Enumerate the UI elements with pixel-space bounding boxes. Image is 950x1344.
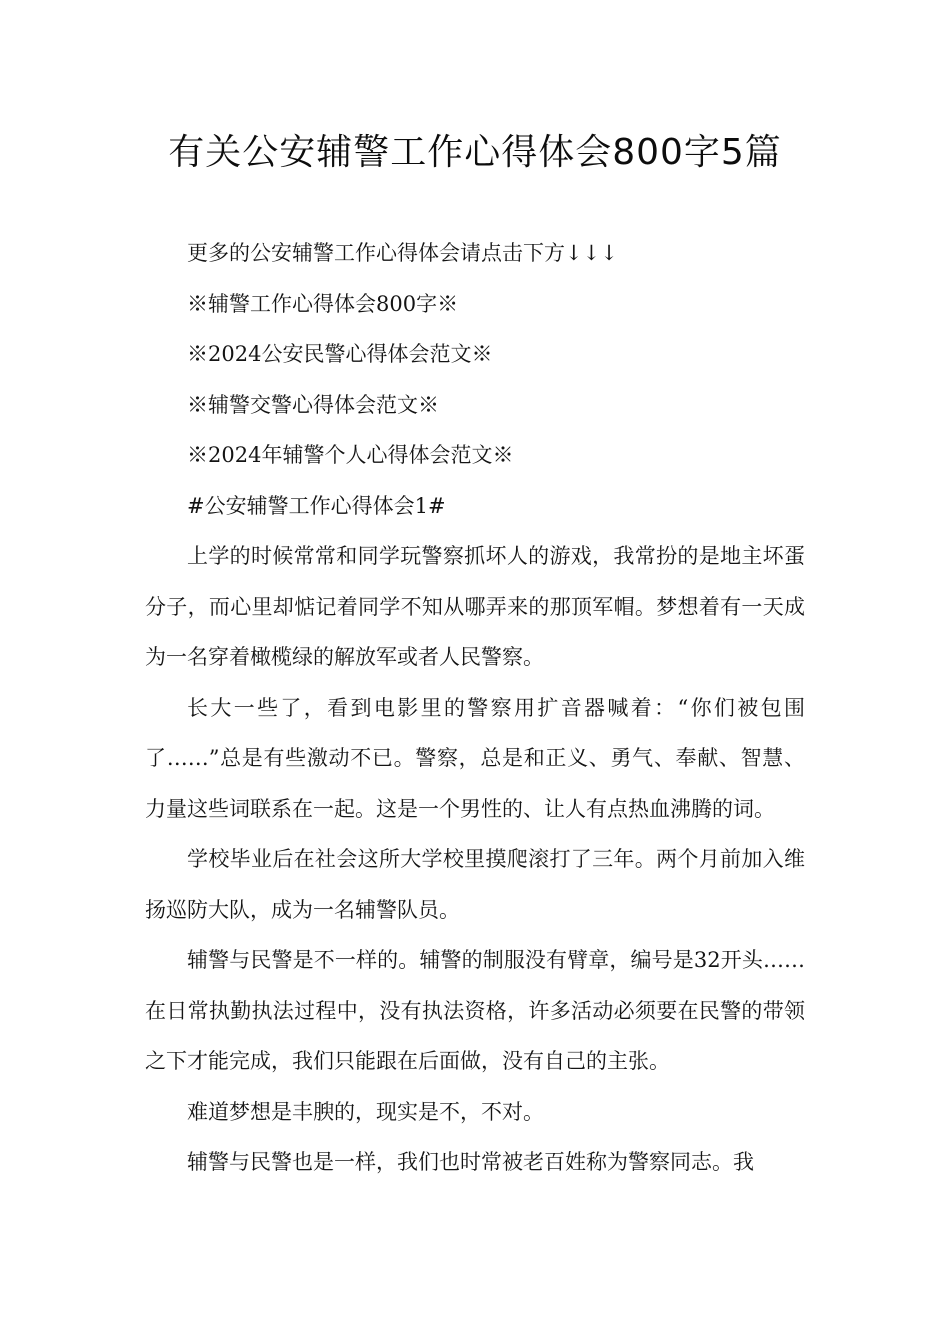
document-body (145, 228, 805, 1188)
related-link-1[interactable]: ※辅警工作心得体会800字※ (187, 291, 459, 316)
paragraph-5: 难道梦想是丰腴的，现实是不，不对。 (187, 1099, 544, 1124)
document-title: 有关公安辅警工作心得体会800字5篇 (168, 132, 782, 173)
related-link-4[interactable]: ※2024年辅警个人心得体会范文※ (187, 443, 514, 467)
intro-line: 更多的公安辅警工作心得体会请点击下方↓↓↓ (187, 241, 618, 265)
related-link-3[interactable]: ※辅警交警心得体会范文※ (187, 392, 439, 417)
related-link-2[interactable]: ※2024公安民警心得体会范文※ (187, 342, 493, 366)
paragraph-6: 辅警与民警也是一样，我们也时常被老百姓称为警察同志。我 (187, 1150, 754, 1174)
paragraph-1: 上学的时候常常和同学玩警察抓坏人的游戏，我常扮的是地主坏蛋分子，而心里却惦记着同学不知从哪弄来的那顶军帽。梦想着有一天成为一名穿着橄榄绿的解放军或者人民警察。 (145, 544, 805, 669)
paragraph-2: 长大一些了，看到电影里的警察用扩音器喊着：“你们被包围了……”总是有些激动不已。警察，总是和正义、勇气、奉献、智慧、力量这些词联系在一起。这是一个男性的、让人有点热血沸腾的词。 (145, 695, 805, 821)
section-heading: #公安辅警工作心得体会1# (187, 493, 446, 518)
paragraph-4: 辅警与民警是不一样的。辅警的制服没有臂章，编号是32开头……在日常执勤执法过程中，没有执法资格，许多活动必须要在民警的带领之下才能完成，我们只能跟在后面做，没有自己的主张。 (145, 948, 805, 1073)
paragraph-3: 学校毕业后在社会这所大学校里摸爬滚打了三年。两个月前加入维扬巡防大队，成为一名辅警队员。 (145, 847, 805, 922)
